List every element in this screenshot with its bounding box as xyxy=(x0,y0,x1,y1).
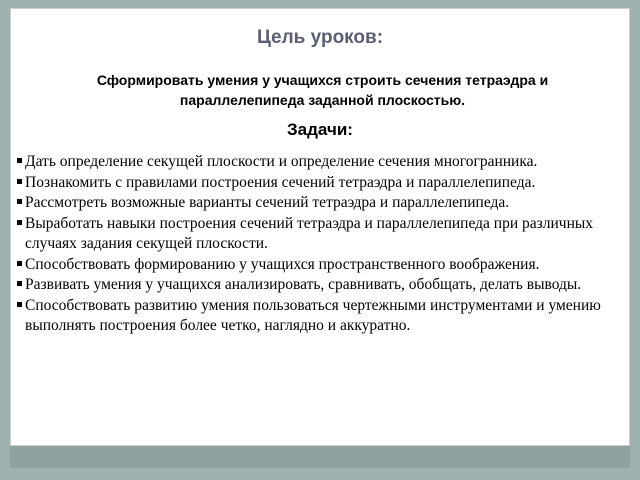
task-text: Рассмотреть возможные варианты сечений тетраэдра и параллелепипеда. xyxy=(25,194,510,211)
slide-content xyxy=(10,8,630,446)
task-text: Способствовать формированию у учащихся пространственного воображения. xyxy=(25,255,540,273)
task-text: Способствовать развитию умения пользоваться чертежными инструментами и умению выполнять построения более четко, наглядно и аккуратно. xyxy=(25,296,601,334)
lesson-goal: Сформировать умения у учащихся строить сечения тетраэдра и параллелепипеда заданной плоскостью. xyxy=(96,72,549,108)
bullet-icon xyxy=(17,199,22,204)
bullet-icon xyxy=(17,261,22,266)
bullet-icon xyxy=(17,302,22,307)
task-item xyxy=(17,193,621,214)
bullet-icon xyxy=(17,220,22,225)
task-text: Развивать умения у учащихся анализировать, сравнивать, обобщать, делать выводы. xyxy=(25,276,582,293)
task-item xyxy=(17,152,621,173)
task-item xyxy=(17,255,621,276)
task-item xyxy=(17,173,621,194)
task-text: Познакомить с правилами построения сечений тетраэдра и параллелепипеда. xyxy=(25,173,536,191)
tasks-heading: Задачи: xyxy=(287,120,353,139)
bullet-icon xyxy=(17,158,22,163)
task-item xyxy=(17,275,621,296)
footer-band xyxy=(10,446,630,468)
task-text: Выработать навыки построения сечений тетраэдра и параллелепипеда при различных случаях задания секущей плоскости. xyxy=(25,214,594,252)
task-item xyxy=(17,214,621,255)
tasks-list xyxy=(17,152,621,337)
slide-title: Цель уроков: xyxy=(256,27,384,48)
bullet-icon xyxy=(17,281,22,286)
task-text: Дать определение секущей плоскости и определение сечения многогранника. xyxy=(25,153,538,170)
task-item xyxy=(17,296,621,337)
bullet-icon xyxy=(17,179,22,184)
